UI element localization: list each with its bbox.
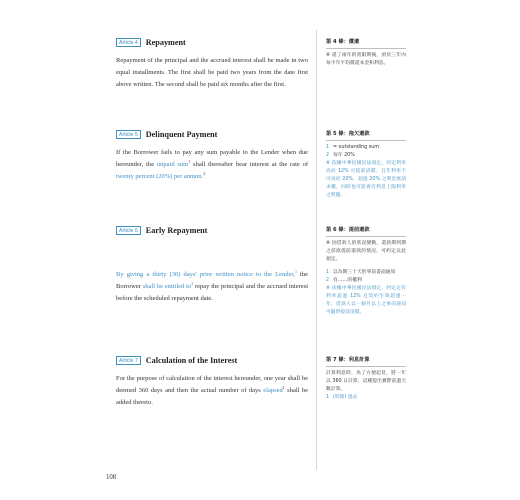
note-heading: 第 7 條：利息計算: [326, 357, 370, 363]
gloss-text: (時間) 過去: [333, 395, 358, 400]
note-divider: [326, 140, 406, 141]
note-paragraph: 計算利息時，為了方便起見，將一年以 360 日計算，這種提出實際前過天數計算。: [326, 371, 406, 392]
gloss-number: 1: [326, 270, 330, 275]
article-tag: Article 5: [116, 130, 141, 139]
note-paragraph: ※ 依據中華民國民法規定，約定利率高於 12% 可提前清償，且年利率不可高於 20%，超過 20% 之利息無請求權，同時也可能會有利息上限利率之問題。: [326, 161, 406, 198]
article-tag: Article 4: [116, 38, 141, 47]
column-divider: [316, 30, 317, 470]
highlight-phrase: shall be entitled to: [142, 282, 192, 290]
article-5: [116, 130, 308, 182]
body-text: If the Borrower fails to pay any sum payable to the Lender when due hereunder, the: [116, 149, 308, 168]
side-note-article-7: [326, 356, 406, 402]
note-heading: 第 4 條：償還: [326, 39, 360, 45]
note-gloss: [326, 269, 406, 277]
gloss-text: 有……的權利: [333, 278, 362, 283]
article-heading: [116, 38, 308, 47]
highlight-phrase: By giving a thirty (30) days' prior written notice to the Lender,: [116, 271, 295, 278]
note-paragraph: ※ 還了兩年的寬限期後，須於三年內每半年平均償還本金和利息。: [326, 53, 406, 66]
footnote-marker: 2: [203, 170, 206, 176]
note-paragraph: ※ 依據中華民國民法規定，約定定有利率超過 12% 且契約生效超過一年，借款人以一個月以上之事前通知可隨時提前清償。: [326, 286, 406, 315]
article-6: [116, 226, 308, 304]
article-body: Repayment of the principal and the accrued interest shall be made in two equal installments. The first shall be paid two years from the date first above written. The second shall be paid six months after the first.: [116, 57, 308, 88]
side-note-article-4: [326, 38, 406, 68]
body-text: the Borrower: [116, 271, 308, 290]
note-paragraph: ※ 因借款人的狀況變動，還款期到期之前欲提前還款的情況，可約定以此規定。: [326, 241, 406, 262]
article-7: [116, 356, 308, 408]
page-number: 108: [106, 474, 117, 481]
note-gloss: [326, 144, 406, 152]
gloss-number: 2: [326, 153, 330, 158]
note-divider: [326, 236, 406, 237]
article-title: Early Repayment: [145, 226, 208, 235]
article-heading: [116, 130, 308, 139]
body-text: shall be added thereto.: [116, 386, 308, 406]
footnote-marker: 2: [191, 280, 194, 286]
article-title: Repayment: [145, 38, 186, 47]
highlight-phrase: unpaid sum: [156, 160, 189, 168]
footnote-marker: 1: [294, 268, 297, 274]
gloss-number: 1: [326, 145, 330, 150]
note-divider: [326, 366, 406, 367]
footnote-marker: 1: [282, 384, 285, 390]
gloss-number: 2: [326, 278, 330, 283]
article-tag: Article 6: [116, 226, 141, 235]
note-heading: 第 6 條：提前還款: [326, 227, 370, 233]
article-tag: Article 7: [116, 356, 141, 365]
side-note-article-6: [326, 226, 406, 317]
body-text: repay the principal and the accrued interest before the scheduled repayment date.: [116, 282, 309, 302]
article-heading: [116, 226, 308, 235]
side-note-article-5: [326, 130, 406, 200]
footnote-marker: 1: [188, 158, 191, 164]
article-body: [116, 147, 308, 182]
article-body: [116, 373, 308, 408]
highlight-phrase: twenty percent (20%) per annum.: [116, 172, 204, 180]
note-heading: 第 5 條：拖欠還款: [326, 131, 370, 137]
note-gloss: [326, 394, 406, 402]
highlight-phrase: elapsed: [263, 386, 283, 394]
article-heading: [116, 356, 308, 365]
gloss-number: 1: [326, 395, 330, 400]
note-gloss: [326, 277, 406, 285]
note-gloss: [326, 152, 406, 160]
body-text: For the purpose of calculation of the interest hereunder, one year shall be deemed 360 days and then the actual number of days: [116, 375, 308, 394]
article-4: [116, 38, 308, 90]
gloss-text: = outstanding sum: [333, 145, 379, 150]
article-title: Delinquent Payment: [145, 130, 218, 139]
article-body: [116, 269, 308, 304]
body-text: shall thereafter bear interest at the rate of: [190, 160, 308, 168]
gloss-text: 以為期三十天的事前書面通知: [333, 270, 396, 275]
article-title: Calculation of the Interest: [145, 356, 238, 365]
note-divider: [326, 48, 406, 49]
gloss-text: 每年 20%: [333, 153, 355, 158]
